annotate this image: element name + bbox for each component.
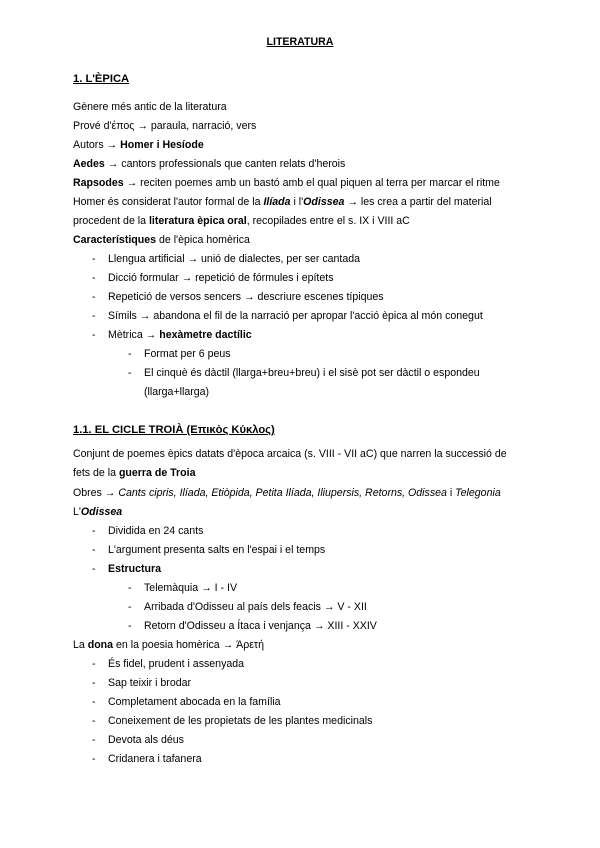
paragraph-line: Gènere més antic de la literatura [73, 101, 227, 113]
bold-text: Característiques [73, 234, 157, 246]
list-item: L'argument presenta salts en l'espai i el temps [108, 544, 326, 556]
bold-text: hexàmetre dactílic [159, 329, 252, 341]
bullet-dash: - [128, 582, 132, 594]
bold-italic-text: Odissea [303, 196, 345, 208]
text-run: Obres → [73, 487, 119, 499]
list-item: Completament abocada en la família [108, 696, 281, 708]
list-item: Cridanera i tafanera [108, 753, 202, 765]
sub-list-item: Arribada d'Odisseu al país dels feacis → V - XII [144, 601, 367, 613]
text-run: Homer és considerat l'autor formal de la [73, 196, 264, 208]
list-item: Llengua artificial → unió de dialectes, per ser cantada [108, 253, 361, 265]
bullet-dash: - [92, 715, 96, 727]
bold-text: Homer i Hesíode [120, 139, 204, 151]
bullet-dash: - [92, 253, 96, 265]
italic-text: Telegonia [455, 487, 501, 499]
text-run: → les crea a partir del material [344, 196, 492, 208]
bold-italic-text: Odissea [80, 506, 123, 518]
italic-text: Cants cipris, Ilíada, Etiòpida, Petita Ilíada, Iliupersis, Retorns, Odissea [118, 487, 447, 499]
list-item: Coneixement de les propietats de les plantes medicinals [108, 715, 373, 727]
text-run: i [446, 487, 456, 499]
bullet-dash: - [92, 291, 96, 303]
sub-list-item: Format per 6 peus [144, 348, 231, 360]
list-item: Repetició de versos sencers → descriure escenes típiques [108, 291, 384, 303]
list-item: Símils → abandona el fil de la narració per apropar l'acció èpica al món conegut [108, 310, 483, 322]
text-run: , recopilades entre el s. IX i VIII aC [246, 215, 410, 227]
bullet-dash: - [92, 696, 96, 708]
text-run: i l' [290, 196, 304, 208]
sub-list-item: Telemàquia → I - IV [144, 582, 238, 594]
text-run: L' [73, 506, 81, 518]
bullet-dash: - [128, 348, 132, 360]
paragraph-line [73, 177, 500, 190]
paragraph-line [73, 467, 195, 480]
bullet-dash: - [92, 734, 96, 746]
paragraph-line [73, 215, 410, 228]
bullet-dash: - [92, 544, 96, 556]
text-run: → reciten poemes amb un bastó amb el qual piquen al terra per marcar el ritme [123, 177, 500, 189]
document-title: LITERATURA [266, 36, 334, 48]
bold-text: guerra de Troia [118, 467, 196, 479]
bullet-dash: - [128, 620, 132, 632]
list-item [108, 329, 252, 342]
text-run: Autors → [73, 139, 121, 151]
paragraph-line [73, 506, 122, 519]
list-item: Devota als déus [108, 734, 184, 746]
section-heading-epica: 1. L'ÈPICA [73, 73, 130, 85]
bold-text: dona [87, 639, 114, 651]
list-item: És fidel, prudent i assenyada [108, 658, 245, 670]
text-run: fets de la [73, 467, 119, 479]
sub-list-item-continuation: (llarga+llarga) [144, 386, 210, 398]
bullet-dash: - [92, 272, 96, 284]
bullet-dash: - [92, 525, 96, 537]
bold-italic-text: Ilíada [263, 196, 291, 208]
bullet-dash: - [92, 563, 96, 575]
list-item: Dividida en 24 cants [108, 525, 204, 537]
paragraph-line [73, 158, 345, 171]
paragraph-line [73, 234, 250, 247]
bullet-dash: - [92, 753, 96, 765]
text-run: Mètrica → [108, 329, 160, 341]
paragraph-line [73, 196, 492, 209]
bold-text: Rapsodes [73, 177, 124, 189]
paragraph-line: Prové d'έπος → paraula, narració, vers [73, 120, 257, 132]
bullet-dash: - [92, 310, 96, 322]
list-item: Dicció formular → repetició de fórmules i epítets [108, 272, 334, 284]
paragraph-line [73, 487, 501, 500]
list-item: Sap teixir i brodar [108, 677, 192, 689]
paragraph-line [73, 639, 264, 652]
paragraph-line [73, 139, 204, 152]
paragraph-line: Conjunt de poemes èpics datats d'època arcaica (s. VIII - VII aC) que narren la successió de [73, 448, 507, 460]
text-run: procedent de la [73, 215, 149, 227]
bullet-dash: - [128, 367, 132, 379]
sub-list-item: El cinquè és dàctil (llarga+breu+breu) i el sisè pot ser dàctil o espondeu [144, 367, 480, 379]
list-item: Estructura [108, 563, 161, 575]
text-run: en la poesia homèrica → Άρετή [113, 639, 265, 651]
bold-text: literatura èpica oral [148, 215, 247, 227]
bullet-dash: - [92, 658, 96, 670]
bullet-dash: - [92, 329, 96, 341]
bullet-dash: - [92, 677, 96, 689]
sub-list-item: Retorn d'Odisseu a Ítaca i venjança → XIII - XXIV [144, 620, 377, 632]
section-heading-cicle-troia: 1.1. EL CICLE TROIÀ (Επικὸς Κύκλος) [73, 424, 275, 436]
text-run: La [73, 639, 88, 651]
bullet-dash: - [128, 601, 132, 613]
bold-text: Aedes [73, 158, 105, 170]
text-run: → cantors professionals que canten relats d'herois [104, 158, 346, 170]
text-run: de l'èpica homèrica [156, 234, 250, 246]
